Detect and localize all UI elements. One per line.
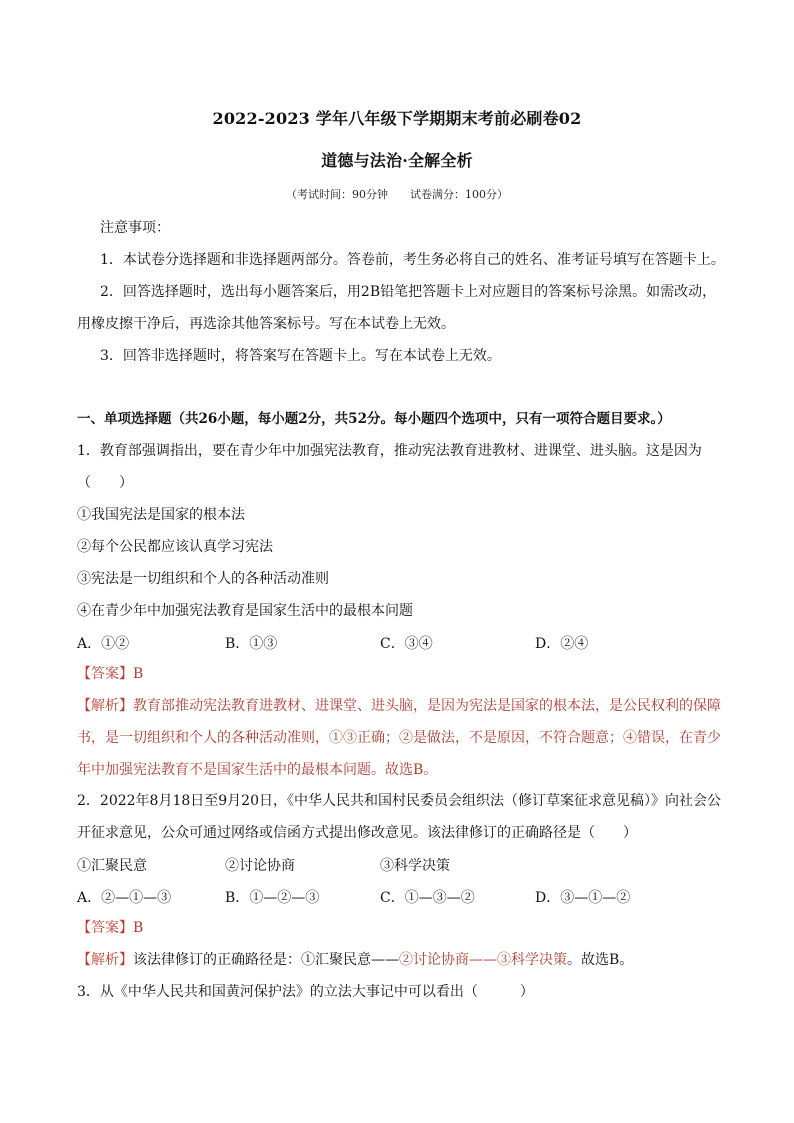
analysis-text: 年中加强宪法教育不是国家生活中的最根本问题。故选B。 xyxy=(77,762,438,778)
answer-line xyxy=(77,918,143,938)
option-b: B．①③ xyxy=(225,636,278,652)
analysis-text-highlight: ②讨论协商——③科学决策 xyxy=(399,952,567,968)
note-item: 1．本试卷分选择题和非选择题两部分。答卷前，考生务必将自己的姓名、准考证号填写在答题卡上。 xyxy=(100,252,725,268)
answer-tag: 【答案】 xyxy=(77,920,133,936)
statement: ②讨论协商 xyxy=(225,858,295,874)
analysis-line xyxy=(77,696,721,716)
note-item: 2．回答选择题时，选出每小题答案后，用2B铅笔把答题卡上对应题目的答案标号涂黑。如需改动， xyxy=(100,284,717,300)
statement: ②每个公民都应该认真学习宪法 xyxy=(77,539,273,555)
statement: ①我国宪法是国家的根本法 xyxy=(77,507,245,523)
question-stem: 3．从《中华人民共和国黄河保护法》的立法大事记中可以看出（ ） xyxy=(77,984,534,1000)
option-a: A．②—①—③ xyxy=(77,890,172,906)
analysis-tag: 【解析】 xyxy=(77,698,133,714)
section-heading: 一、单项选择题（共26小题，每小题2分，共52分。每小题四个选项中，只有一项符合题目要求。） xyxy=(77,411,671,427)
option-b: B．①—②—③ xyxy=(225,890,320,906)
question-stem: 开征求意见，公众可通过网络或信函方式提出修改意见。该法律修订的正确路径是（ ） xyxy=(77,825,637,841)
exam-info: （考试时间：90分钟 试卷满分：100分） xyxy=(286,188,508,201)
note-item: 用橡皮擦干净后，再选涂其他答案标号。写在本试卷上无效。 xyxy=(77,316,455,332)
statement: ③宪法是一切组织和个人的各种活动准则 xyxy=(77,571,329,587)
note-item: 3．回答非选择题时，将答案写在答题卡上。写在本试卷上无效。 xyxy=(100,348,501,364)
analysis-text: 教育部推动宪法教育进教材、进课堂、进头脑，是因为宪法是国家的根本法，是公民权利的保障 xyxy=(133,698,721,714)
answer-value: B xyxy=(133,666,144,682)
analysis-line xyxy=(77,950,633,970)
exam-title: 2022-2023 学年八年级下学期期末考前必刷卷02 xyxy=(212,109,582,128)
analysis-text: 该法律修订的正确路径是：①汇聚民意—— xyxy=(133,952,399,968)
statement: ③科学决策 xyxy=(380,858,450,874)
analysis-tag: 【解析】 xyxy=(77,952,133,968)
question-stem: （ ） xyxy=(77,475,133,491)
analysis-text: 书，是一切组织和个人的各种活动准则，①③正确；②是做法，不是原因，不符合题意；④错误，在青少 xyxy=(77,730,721,746)
statement: ①汇聚民意 xyxy=(77,858,147,874)
option-c: C．③④ xyxy=(380,636,433,652)
answer-value: B xyxy=(133,920,144,936)
question-stem: 2．2022年8月18日至9月20日，《中华人民共和国村民委员会组织法（修订草案征求意见稿）》向社会公 xyxy=(77,793,721,809)
analysis-text: 。故选B。 xyxy=(567,952,634,968)
question-stem: 1．教育部强调指出，要在青少年中加强宪法教育，推动宪法教育进教材、进课堂、进头脑。这是因为 xyxy=(77,443,702,459)
answer-tag: 【答案】 xyxy=(77,666,133,682)
option-a: A．①② xyxy=(77,636,130,652)
answer-line xyxy=(77,664,143,684)
option-d: D．②④ xyxy=(535,636,589,652)
notes-heading: 注意事项： xyxy=(100,220,170,236)
option-d: D．③—①—② xyxy=(535,890,631,906)
exam-subtitle: 道德与法治·全解全析 xyxy=(321,151,473,170)
statement: ④在青少年中加强宪法教育是国家生活中的最根本问题 xyxy=(77,603,413,619)
option-c: C．①—③—② xyxy=(380,890,475,906)
